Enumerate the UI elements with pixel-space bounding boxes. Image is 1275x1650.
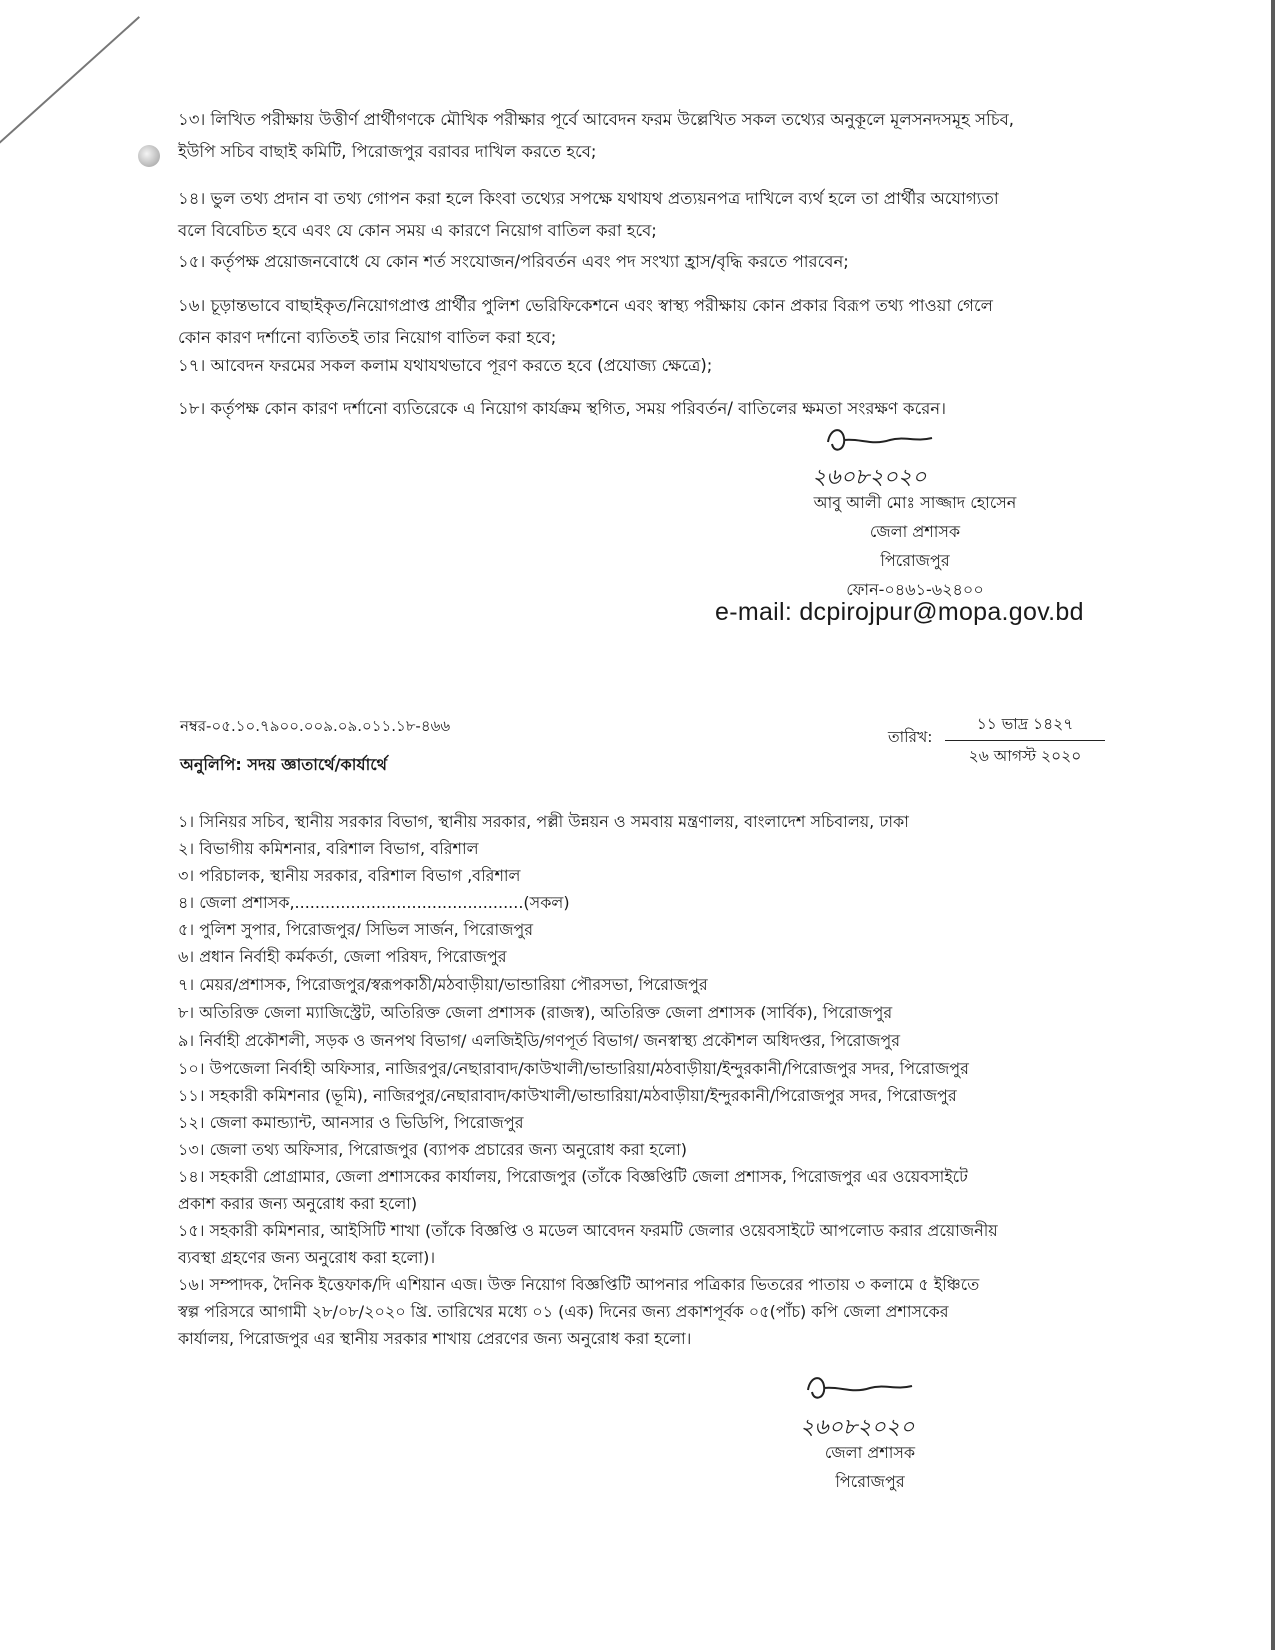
signatory2-block — [800, 1438, 940, 1496]
signatory2-district: পিরোজপুর — [835, 1472, 905, 1491]
signatory-name: আবু আলী মোঃ সাজ্জাদ হোসেন — [813, 493, 1017, 512]
scan-edge — [1271, 0, 1275, 1650]
signatory-designation: জেলা প্রশাসক — [869, 522, 961, 541]
signatory-district: পিরোজপুর — [880, 551, 950, 570]
clause-14 — [178, 183, 1078, 247]
signature-date: ২৬০৮২০২০ — [812, 465, 927, 490]
clause-line: ১৩। লিখিত পরীক্ষায় উত্তীর্ণ প্রার্থীগণকে মৌখিক পরীক্ষার পূর্বে আবেদন ফরম উল্লেখিত সকল তথ্যের অনুকূলে মূলসনদসমূহ সচিব, — [178, 110, 1015, 129]
signatory-email: e-mail: dcpirojpur@mopa.gov.bd — [715, 598, 1084, 626]
date-bangla: ১১ ভাদ্র ১৪২৭ — [945, 712, 1105, 741]
copy-item-15 — [178, 1217, 1078, 1271]
signature-2 — [800, 1368, 920, 1412]
clause-line: ১৫। কর্তৃপক্ষ প্রয়োজনবোধে যে কোন শর্ত সংযোজন/পরিবর্তন এবং পদ সংখ্যা হ্রাস/বৃদ্ধি করতে পারবেন; — [178, 252, 849, 271]
clause-15 — [178, 246, 1078, 278]
clause-line: ১৬। চূড়ান্তভাবে বাছাইকৃত/নিয়োগপ্রাপ্ত প্রার্থীর পুলিশ ভেরিফিকেশনে এবং স্বাস্থ্য পরীক্ষায় কোন প্রকার বিরূপ তথ্য পাওয়া গেলে — [178, 296, 993, 315]
copy-item: ৫। পুলিশ সুপার, পিরোজপুর/ সিভিল সার্জন, পিরোজপুর — [178, 920, 534, 939]
copy-line: ১৪। সহকারী প্রোগ্রামার, জেলা প্রশাসকের কার্যালয়, পিরোজপুর (তাঁকে বিজ্ঞপ্তিটি জেলা প্রশাসক, পিরোজপুর এর ওয়েবসাইটে — [178, 1167, 968, 1186]
copy-line: ১৫। সহকারী কমিশনার, আইসিটি শাখা (তাঁকে বিজ্ঞপ্তি ও মডেল আবেদন ফরমটি জেলার ওয়েবসাইটে আপলোড করার প্রয়োজনীয় — [178, 1221, 998, 1240]
clause-line: ১৮। কর্তৃপক্ষ কোন কারণ দর্শানো ব্যতিরেকে এ নিয়োগ কার্যক্রম স্থগিত, সময় পরিবর্তন/ বাতিলের ক্ষমতা সংরক্ষণ করেন। — [178, 399, 947, 418]
clause-line: ১৭। আবেদন ফরমের সকল কলাম যথাযথভাবে পূরণ করতে হবে (প্রযোজ্য ক্ষেত্রে); — [178, 356, 713, 375]
copy-item: ৪। জেলা প্রশাসক,.............................................(সকল) — [178, 893, 570, 912]
clause-line: কোন কারণ দর্শানো ব্যতিতই তার নিয়োগ বাতিল করা হবে; — [178, 328, 557, 347]
signature-scribble-icon — [820, 420, 940, 464]
copy-item: ৩। পরিচালক, স্থানীয় সরকার, বরিশাল বিভাগ ,বরিশাল — [178, 866, 521, 885]
copy-item: ৬। প্রধান নির্বাহী কর্মকর্তা, জেলা পরিষদ, পিরোজপুর — [178, 947, 507, 966]
copy-line: প্রকাশ করার জন্য অনুরোধ করা হলো) — [178, 1194, 418, 1213]
copy-line: কার্যালয়, পিরোজপুর এর স্থানীয় সরকার শাখায় প্রেরণের জন্য অনুরোধ করা হলো। — [178, 1329, 692, 1348]
signature-1 — [820, 420, 940, 464]
signatory2-designation: জেলা প্রশাসক — [824, 1443, 916, 1462]
copy-item: ৭। মেয়র/প্রশাসক, পিরোজপুর/স্বরূপকাঠী/মঠবাড়ীয়া/ভান্ডারিয়া পৌরসভা, পিরোজপুর — [178, 975, 708, 994]
signature-date: ২৬০৮২০২০ — [800, 1415, 915, 1440]
copy-item: ৮। অতিরিক্ত জেলা ম্যাজিস্ট্রেট, অতিরিক্ত জেলা প্রশাসক (রাজস্ব), অতিরিক্ত জেলা প্রশাসক (সার্বিক), পিরোজপুর — [178, 1003, 893, 1022]
memo-number: নম্বর-০৫.১০.৭৯০০.০০৯.০৯.০১১.১৮-৪৬৬ — [180, 717, 451, 735]
date-english: ২৬ আগস্ট ২০২০ — [968, 747, 1082, 765]
scan-fold-line — [0, 16, 140, 151]
signatory-phone: ফোন-০৪৬১-৬২৪০০ — [846, 580, 984, 599]
copy-item: ১৩। জেলা তথ্য অফিসার, পিরোজপুর (ব্যাপক প্রচারের জন্য অনুরোধ করা হলো) — [178, 1140, 688, 1159]
clause-16 — [178, 290, 1078, 354]
copy-line: স্বল্প পরিসরে আগামী ২৮/০৮/২০২০ খ্রি. তারিখের মধ্যে ০১ (এক) দিনের জন্য প্রকাশপূর্বক ০৫(পাঁচ) কপি জেলা প্রশাসকের — [178, 1302, 949, 1321]
memo-date — [945, 712, 1105, 770]
copy-line: ১৬। সম্পাদক, দৈনিক ইত্তেফাক/দি এশিয়ান এজ। উক্ত নিয়োগ বিজ্ঞপ্তিটি আপনার পত্রিকার ভিতরের পাতায় ৩ কলামে ৫ ইঞ্চিতে — [178, 1275, 980, 1294]
date-label: তারিখ: — [888, 728, 933, 746]
copy-item: ২। বিভাগীয় কমিশনার, বরিশাল বিভাগ, বরিশাল — [178, 839, 479, 858]
copy-item: ১। সিনিয়র সচিব, স্থানীয় সরকার বিভাগ, স্থানীয় সরকার, পল্লী উন্নয়ন ও সমবায় মন্ত্রণালয়, বাংলাদেশ সচিবালয়, ঢাকা — [178, 812, 909, 831]
copy-item-16 — [178, 1271, 1078, 1352]
clause-line: বলে বিবেচিত হবে এবং যে কোন সময় এ কারণে নিয়োগ বাতিল করা হবে; — [178, 221, 657, 240]
copy-item: ১০। উপজেলা নির্বাহী অফিসার, নাজিরপুর/নেছারাবাদ/কাউখালী/ভান্ডারিয়া/মঠবাড়ীয়া/ইন্দুরকানী/পিরোজপুর সদর, পিরোজপুর — [178, 1059, 969, 1078]
copy-item: ১১। সহকারী কমিশনার (ভূমি), নাজিরপুর/নেছারাবাদ/কাউখালী/ভান্ডারিয়া/মঠবাড়ীয়া/ইন্দুরকানী/পিরোজপুর সদর, পিরোজপুর — [178, 1086, 957, 1105]
clause-line: ইউপি সচিব বাছাই কমিটি, পিরোজপুর বরাবর দাখিল করতে হবে; — [178, 142, 597, 161]
copy-title: অনুলিপি: সদয় জ্ঞাতার্থে/কার্যার্থে — [180, 755, 387, 774]
copy-line: ব্যবস্থা গ্রহণের জন্য অনুরোধ করা হলো)। — [178, 1248, 436, 1267]
copy-item: ১২। জেলা কমান্ড্যান্ট, আনসার ও ভিডিপি, পিরোজপুর — [178, 1113, 524, 1132]
copy-item: ৯। নির্বাহী প্রকৌশলী, সড়ক ও জনপথ বিভাগ/ এলজিইডি/গণপূর্ত বিভাগ/ জনস্বাস্থ্য প্রকৌশল অধিদপ্তর, পিরোজপুর — [178, 1031, 901, 1050]
signatory-block — [790, 488, 1040, 604]
copy-item-14 — [178, 1163, 1078, 1217]
clause-17 — [178, 350, 1078, 382]
clause-13 — [178, 104, 1078, 168]
clause-18 — [178, 393, 1078, 425]
clause-line: ১৪। ভুল তথ্য প্রদান বা তথ্য গোপন করা হলে কিংবা তথ্যের সপক্ষে যথাযথ প্রত্যয়নপত্র দাখিলে ব্যর্থ হলে তা প্রার্থীর অযোগ্যতা — [178, 189, 999, 208]
punch-hole — [138, 145, 160, 167]
signature-scribble-icon — [800, 1368, 920, 1412]
